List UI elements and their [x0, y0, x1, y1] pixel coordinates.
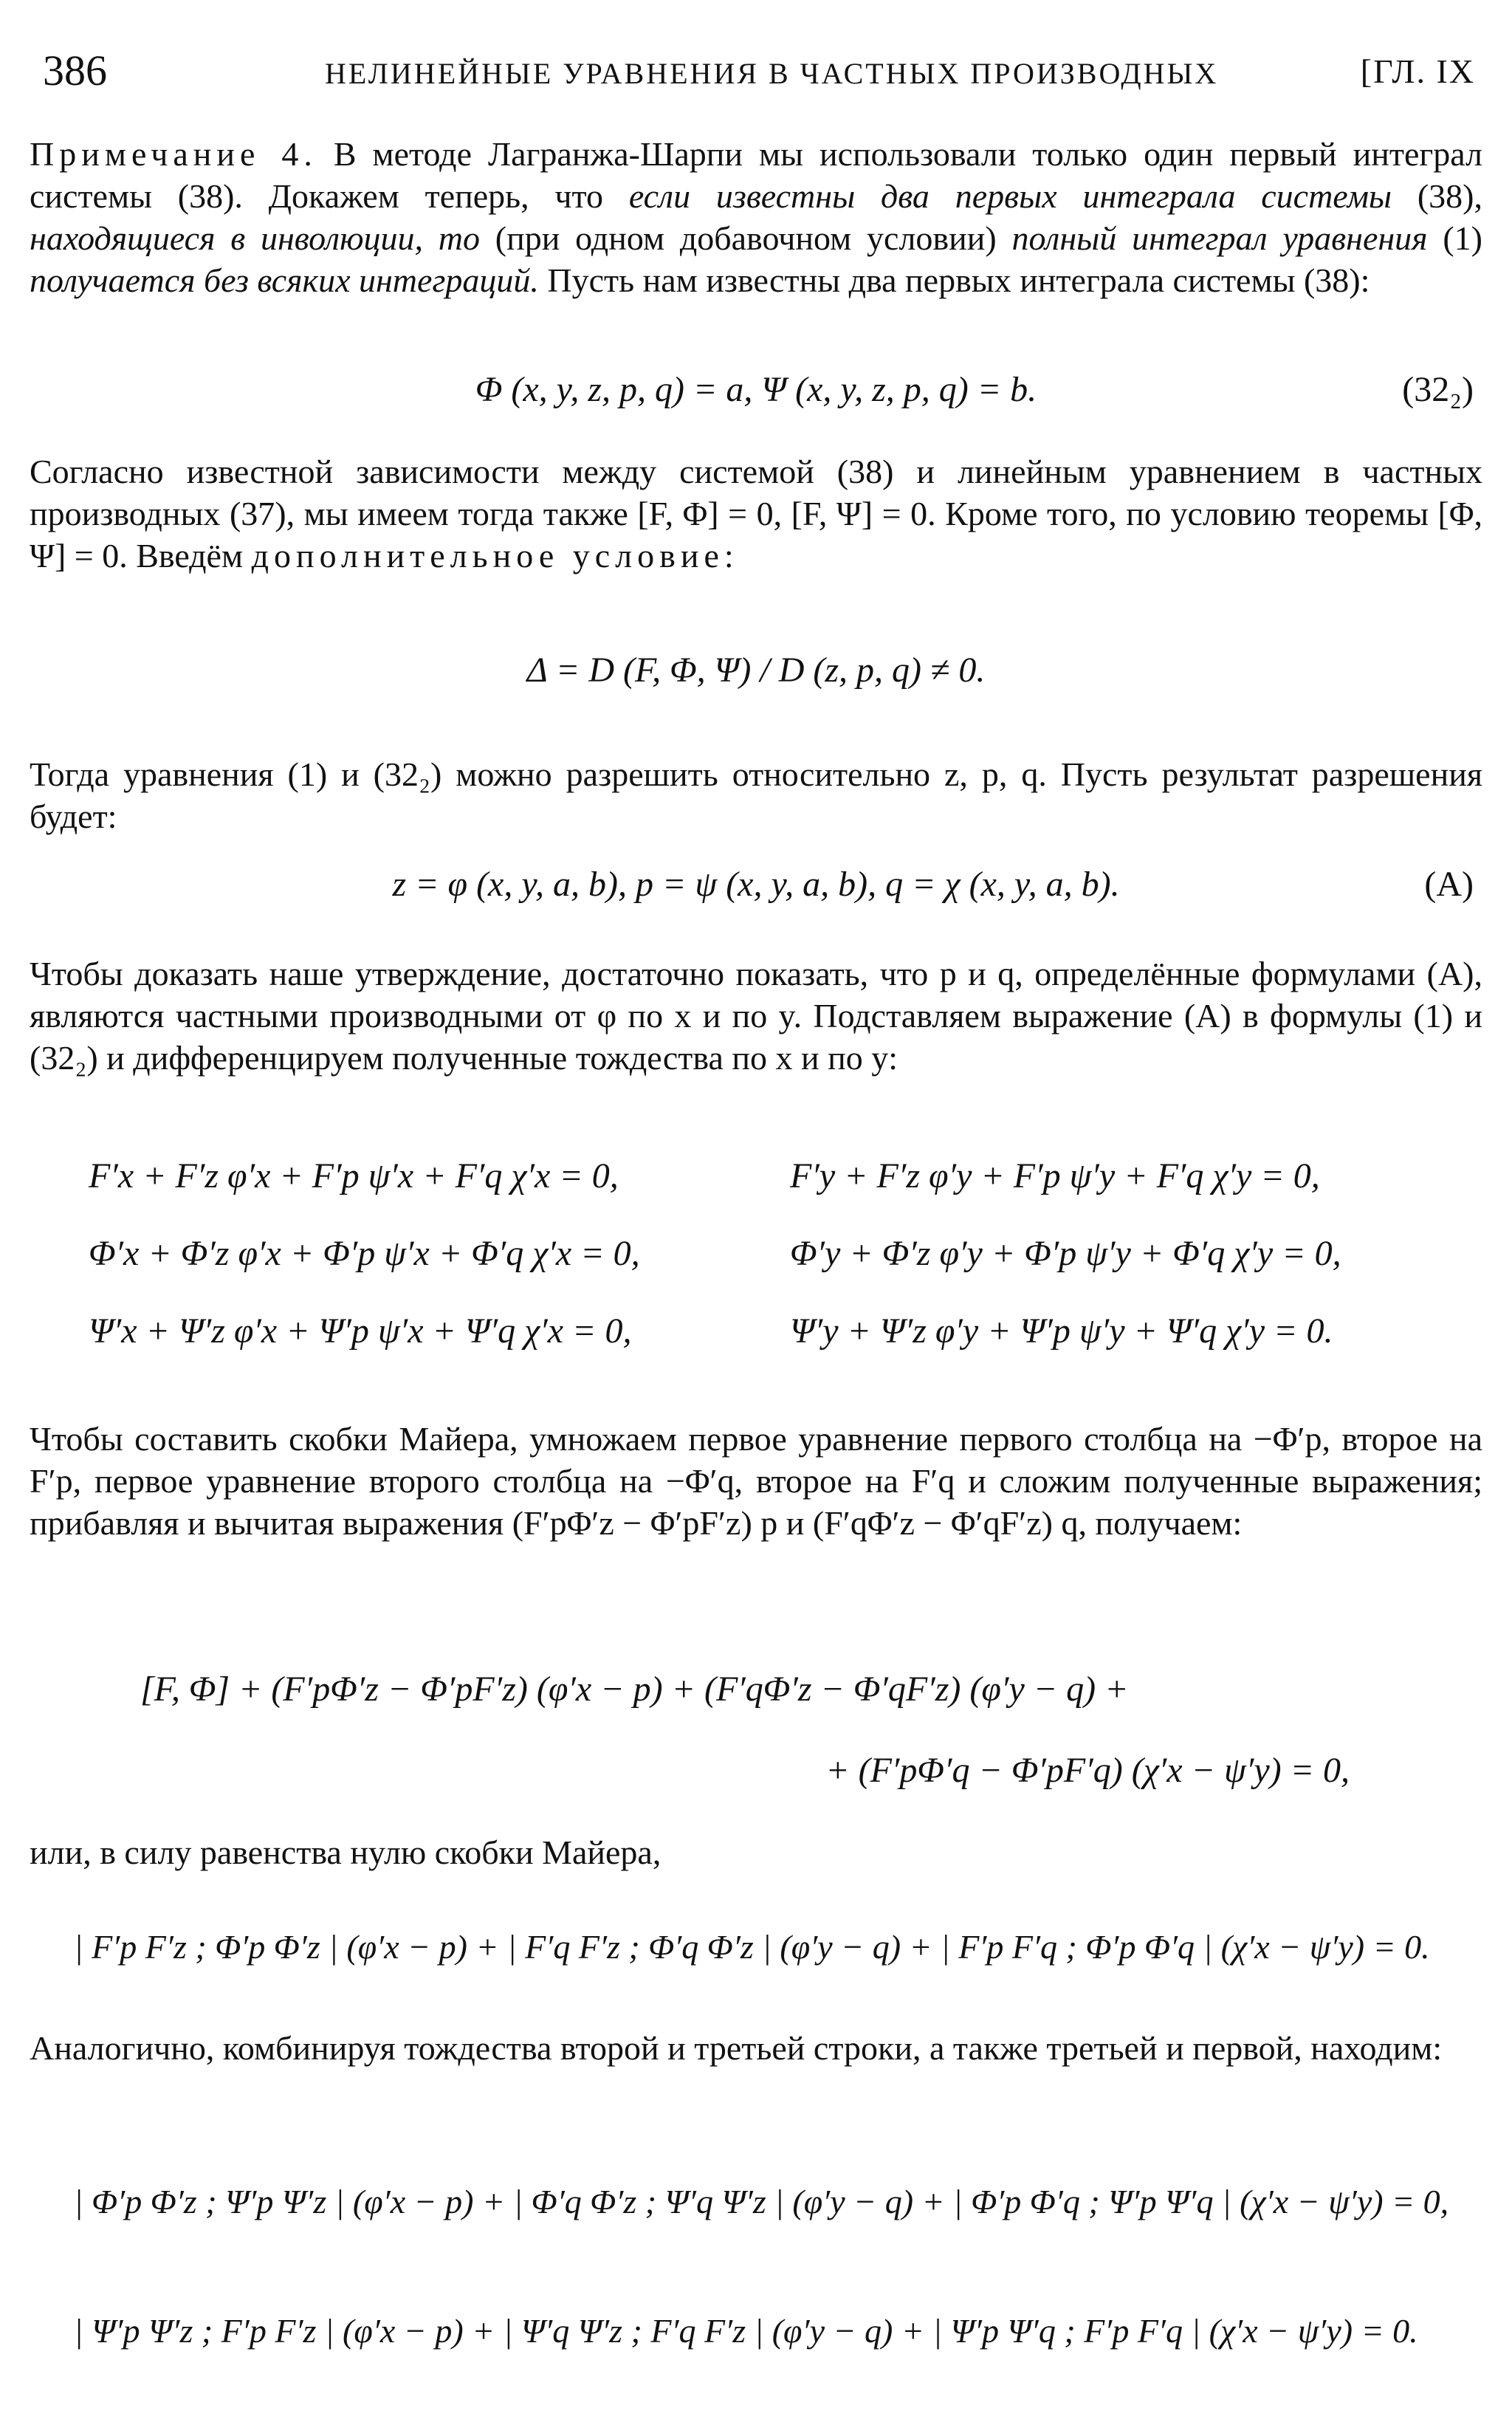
equation-body: z = φ (x, y, a, b), p = ψ (x, y, a, b), q = χ (x, y, a, b).: [392, 865, 1120, 904]
paragraph-proof: [30, 953, 1482, 1079]
paragraph-condition: [30, 450, 1482, 577]
text-run: Пусть нам известны два первых интеграла системы (38):: [538, 261, 1370, 299]
identity-left: F′x + F′z φ′x + F′p ψ′x + F′q χ′x = 0,: [89, 1156, 619, 1195]
equation-body: [F, Φ] + (F′pΦ′z − Φ′pF′z) (φ′x − p) + (F′qΦ′z − Φ′qF′z) (φ′y − q) +: [140, 1670, 1129, 1709]
text-run: Чтобы составить скобки Майера, умножаем первое уравнение первого столбца на −Φ′p, второе на F′p, первое уравнение второго столбца на −Φ′q, второе на F′q и сложим полученные выражения; прибавляя и вычитая выражения (F′pΦ′z − Φ′pF′z) p и (F′qΦ′z − Φ′qF′z) q, получаем:: [30, 1420, 1482, 1542]
paragraph-bracket-zero: [30, 1831, 1482, 1873]
spaced-run: дополнительное условие: [251, 537, 724, 574]
page-number: 386: [43, 47, 107, 95]
text-run: Тогда уравнения (1) и (32₂) можно разрешить относительно z, p, q. Пусть результат разрешения будет:: [30, 755, 1482, 835]
text-run: или, в силу равенства нулю скобки Майера,: [30, 1833, 662, 1871]
page-header: [30, 46, 1482, 97]
text-run: (38),: [1392, 177, 1482, 215]
determinant-equation-3: [74, 2311, 1462, 2350]
equation-body: Φ (x, y, z, p, q) = a, Ψ (x, y, z, p, q) = b.: [475, 370, 1037, 409]
italic-run: находящиеся в инволюции, то: [30, 219, 481, 257]
identity-right: F′y + F′z φ′y + F′p ψ′y + F′q χ′y = 0,: [790, 1156, 1320, 1195]
paragraph-solve: [30, 753, 1482, 837]
text-run: В методе Лагранжа-Шарпи мы использовали только один первый интеграл системы (38). Докажем теперь, что: [30, 135, 1482, 215]
paragraph-analogous: [30, 2027, 1482, 2069]
equation-body: + (F′pΦ′q − Φ′pF′q) (χ′x − ψ′y) = 0,: [825, 1751, 1350, 1790]
italic-run: если известны два первых интеграла системы: [628, 177, 1392, 215]
identity-left: Ψ′x + Ψ′z φ′x + Ψ′p ψ′x + Ψ′q χ′x = 0,: [89, 1311, 632, 1351]
text-run: :: [724, 537, 734, 574]
text-run: Чтобы доказать наше утверждение, достаточно показать, что p и q, определённые формулами (А), являются частными производными от φ по x и по y. Подставляем выражение (А) в формулы (1) и (32₂) и дифференцируем полученные тождества по x и по y:: [30, 955, 1482, 1077]
italic-run: получается без всяких интеграций.: [30, 261, 539, 299]
equation-tag: (32₂): [1402, 370, 1474, 409]
italic-run: полный интеграл уравнения: [1011, 219, 1428, 257]
equation-delta: [30, 650, 1482, 690]
identity-right: Φ′y + Φ′z φ′y + Φ′p ψ′y + Φ′q χ′y = 0,: [790, 1234, 1341, 1273]
equation-body: | Φ′p Φ′z ; Ψ′p Ψ′z | (φ′x − p) + | Φ′q Φ′z ; Ψ′q Ψ′z | (φ′y − q) + | Φ′p Φ′q ; Ψ′p Ψ′q | (χ′x − ψ′y) = 0,: [74, 2183, 1449, 2220]
chapter-label: [ГЛ. IX: [1360, 52, 1475, 90]
equation-A: [30, 864, 1482, 905]
equation-body: | Ψ′p Ψ′z ; F′p F′z | (φ′x − p) + | Ψ′q Ψ′z ; F′q F′z | (φ′y − q) + | Ψ′p Ψ′q ; F′p F′q | (χ′x − ψ′y) = 0.: [74, 2312, 1418, 2350]
determinant-equation-1: [74, 1927, 1462, 1966]
paragraph-note-4: [30, 133, 1482, 301]
identity-right: Ψ′y + Ψ′z φ′y + Ψ′p ψ′y + Ψ′q χ′y = 0.: [790, 1311, 1333, 1351]
text-run: Аналогично, комбинируя тождества второй и третьей строки, а также третьей и первой, находим:: [30, 2029, 1443, 2067]
identity-left: Φ′x + Φ′z φ′x + Φ′p ψ′x + Φ′q χ′x = 0,: [89, 1234, 640, 1273]
running-title: НЕЛИНЕЙНЫЕ УРАВНЕНИЯ В ЧАСТНЫХ ПРОИЗВОДНЫХ: [325, 57, 1219, 90]
text-run: (1): [1427, 219, 1482, 257]
text-run: (при одном добавочном условии): [480, 219, 1012, 257]
equation-mayer-1: [30, 1669, 1482, 1709]
paragraph-mayer: [30, 1418, 1482, 1544]
equation-body: Δ = D (F, Φ, Ψ) / D (z, p, q) ≠ 0.: [526, 651, 986, 690]
equation-tag: (A): [1424, 865, 1474, 904]
determinant-equation-2: [74, 2182, 1462, 2221]
equation-mayer-2: [30, 1750, 1482, 1791]
text-run: Согласно известной зависимости между системой (38) и линейным уравнением в частных производных (37), мы имеем тогда также [F, Φ] = 0, [F, Ψ] = 0. Кроме того, по условию теоремы [Φ, Ψ] = 0. Введём: [30, 453, 1482, 574]
note-lead: Примечание 4.: [30, 135, 317, 173]
equation-body: | F′p F′z ; Φ′p Φ′z | (φ′x − p) + | F′q F′z ; Φ′q Φ′z | (φ′y − q) + | F′p F′q ; Φ′p Φ′q | (χ′x − ψ′y) = 0.: [74, 1928, 1430, 1966]
equation-32-2: [30, 369, 1482, 410]
